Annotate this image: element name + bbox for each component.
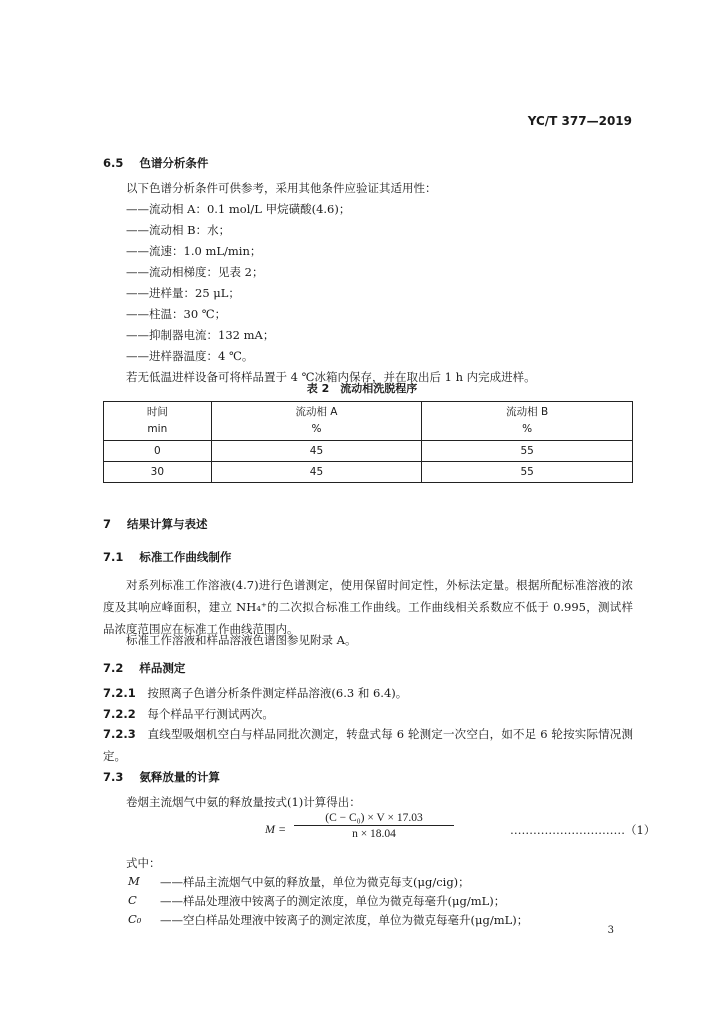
section-heading-6-5 [103,155,208,171]
symbol-description: ——样品主流烟气中氨的释放量，单位为微克每支(μg/cig)； [160,875,470,889]
paragraph: 对系列标准工作溶液(4.7)进行色谱测定，使用保留时间定性，外标法定量。根据所配标准溶液的浓度及其响应峰面积，建立 NH₄⁺的二次拟合标准工作曲线。工作曲线相关系数应不低于 0.995，测试样品浓度范围应在标准工作曲线范围内。 [103,578,633,636]
section-number: 7.3 [103,770,124,784]
formula-lhs: M = [265,822,287,836]
table-cell: 55 [422,462,633,483]
item-number: 7.2.3 [103,727,136,741]
list-item: ——进样量：25 μL； [126,286,240,300]
numbered-item [103,685,407,701]
formula-number: …………………………（1） [510,823,656,837]
symbol: C₀ [128,912,142,926]
section-intro: 以下色谱分析条件可供参考，采用其他条件应验证其适用性： [126,181,437,195]
numbered-item [103,706,274,722]
list-item: ——柱温：30 ℃； [126,307,227,321]
list-item: ——流动相 B：水； [126,223,231,237]
where-label: 式中： [126,856,161,870]
section-number: 7.2 [103,661,124,675]
list-item: ——抑制器电流：132 mA； [126,328,275,342]
section-title: 样品测定 [139,661,186,675]
formula-fraction [294,812,454,840]
table-header-row [104,402,633,441]
section-note: 若无低温进样设备可将样品置于 4 ℃冰箱内保存，并在取出后 1 h 内完成进样。 [126,370,536,384]
section-number: 7 [103,517,112,531]
elution-table [103,401,633,483]
list-item: ——流动相梯度：见表 2； [126,265,264,279]
table-header-cell: 时间 min [104,402,212,441]
standard-code: YC/T 377—2019 [527,114,632,128]
table-cell: 45 [211,441,422,462]
section-number: 7.1 [103,550,124,564]
page-number: 3 [607,925,614,936]
table-cell: 30 [104,462,212,483]
item-text: 直线型吸烟机空白与样品同批次测定，转盘式每 6 轮测定一次空白，如不足 6 轮按实际情况测定。 [103,727,633,763]
symbol: M [128,874,140,888]
symbol-description: ——样品处理液中铵离子的测定浓度，单位为微克每毫升(μg/mL)； [160,894,506,908]
formula-intro: 卷烟主流烟气中氨的释放量按式(1)计算得出： [126,795,361,809]
section-heading-7 [103,516,208,532]
item-text: 每个样品平行测试两次。 [147,707,274,721]
table-header-cell: 流动相 B % [422,402,633,441]
formula-numerator: (C − C₀) × V × 17.03 [294,812,454,826]
formula-denominator: n × 18.04 [352,828,396,840]
item-text: 按照离子色谱分析条件测定样品溶液(6.3 和 6.4)。 [147,686,408,700]
table-row [104,441,633,462]
table-row [104,462,633,483]
table-cell: 0 [104,441,212,462]
item-number: 7.2.2 [103,707,136,721]
paragraph: 标准工作溶液和样品溶液色谱图参见附录 A。 [126,633,357,647]
table-caption: 表 2 流动相洗脱程序 [306,382,418,395]
table-header-cell: 流动相 A % [211,402,422,441]
section-heading-7-2 [103,660,185,676]
section-title: 色谱分析条件 [139,156,209,170]
table-cell: 45 [211,462,422,483]
symbol: C [128,893,137,907]
list-item: ——流动相 A：0.1 mol/L 甲烷磺酸(4.6)； [126,202,351,216]
section-heading-7-3 [103,769,220,785]
list-item: ——流速：1.0 mL/min； [126,244,262,258]
symbol-description: ——空白样品处理液中铵离子的测定浓度，单位为微克每毫升(μg/mL)； [160,913,529,927]
table-cell: 55 [422,441,633,462]
section-title: 标准工作曲线制作 [139,550,232,564]
list-item: ——进样器温度：4 ℃。 [126,349,254,363]
numbered-item [103,723,633,767]
section-heading-7-1 [103,549,231,565]
section-number: 6.5 [103,156,124,170]
item-number: 7.2.1 [103,686,136,700]
section-title: 氨释放量的计算 [139,770,220,784]
section-title: 结果计算与表述 [127,517,208,531]
